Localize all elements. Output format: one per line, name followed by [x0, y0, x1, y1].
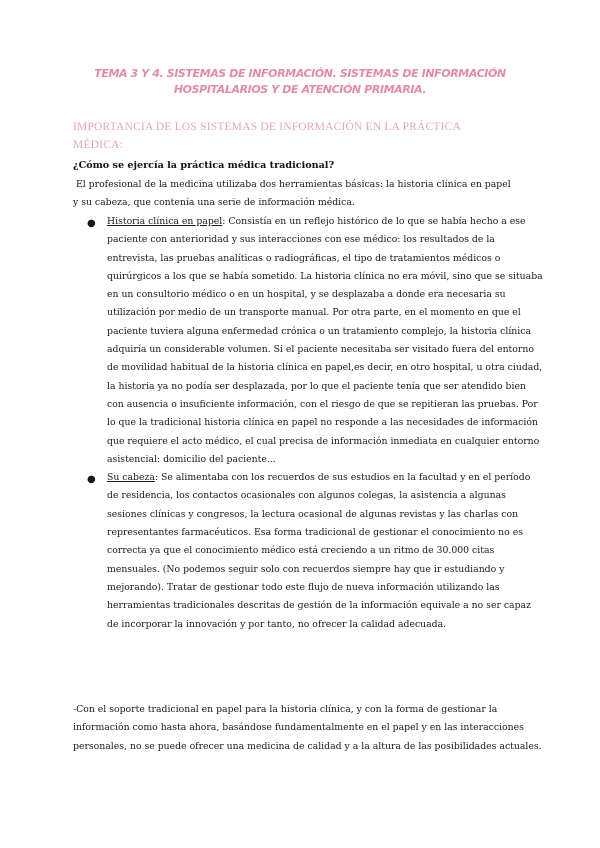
question-heading: ¿Cómo se ejercía la práctica médica tradicional?: [73, 160, 335, 171]
bullet-text: : Consistía en un reflejo histórico de lo que se había hecho a ese paciente con anterioridad y sus interacciones con ese médico: los resultados de la entrevista, las pruebas analíticas o radiográficas, el tipo de tratamientos médicos o quirúrgicos a los que se había sometido. La historia clínica no era móvil, sino que se situaba en un consultorio médico o en un hospital, y se desplazaba a donde era necesaria su utilización por medio de un transporte manual. Por otra parte, en el momento en que el paciente tuviera alguna enfermedad crónica o un tratamiento complejo, la historia clínica adquiría un considerable volumen. Si el paciente necesitaba ser visitado fuera del entorno de movilidad habitual de la historia clínica en papel,es decir, en otro hospital, u otra ciudad, la historia ya no podía ser desplazada, por lo que el paciente tenía que ser atendido bien con ausencia o insuficiente información, con el riesgo de que se repitieran las pruebas. Por lo que la tradicional historia clínica en papel no responde a las necesidades de información que requiere el acto médico, el cual precisa de información inmediata en cualquier entorno asistencial: domicilio del paciente...: [107, 216, 543, 465]
intro-line-1: El profesional de la medicina utilizaba dos herramientas básicas: la historia clínica en papel: [73, 179, 511, 190]
bullet-text: : Se alimentaba con los recuerdos de sus estudios en la facultad y en el período de residencia, los contactos ocasionales con algunos colegas, la asistencia a algunas sesiones clínicas y congresos, la lectura ocasional de algunas revistas y las charlas con representantes farmacéuticos. Esa forma tradicional de gestionar el conocimiento no es correcta ya que el conocimiento médico está creciendo a un ritmo de 30.000 citas mensuales. (No podemos seguir solo con recuerdos siempre hay que ir estudiando y mejorando). Tratar de gestionar todo este flujo de nueva información utilizando las herramientas tradicionales descritas de gestión de la información equivale a no ser capaz de incorporar la innovación y por tanto, no ofrecer la calidad adecuada.: [107, 472, 531, 630]
bullet-item-historia-clinica: [73, 213, 543, 469]
section-heading-line-1: IMPORTANCIA DE LOS SISTEMAS DE INFORMACIÓN EN LA PRÁCTICA: [73, 121, 462, 133]
section-heading: [73, 118, 533, 154]
section-heading-line-2: MÉDICA:: [73, 139, 123, 151]
bullet-icon: ●: [87, 218, 96, 229]
bullet-list: [73, 213, 543, 634]
title-line-1: TEMA 3 Y 4. SISTEMAS DE INFORMACIÓN. SISTEMAS DE INFORMACIÓN: [94, 67, 506, 80]
intro-paragraph: [73, 176, 543, 213]
bullet-icon: ●: [87, 474, 96, 486]
title-line-2: HOSPITALARIOS Y DE ATENCIÓN PRIMARIA.: [173, 83, 427, 96]
bullet-item-su-cabeza: [73, 469, 543, 634]
document-title: [60, 66, 540, 98]
intro-line-2: y su cabeza, que contenía una serie de información médica.: [73, 197, 355, 209]
bullet-term: Historia clínica en papel: [107, 216, 223, 227]
closing-paragraph: -Con el soporte tradicional en papel para la historia clínica, y con la forma de gestionar la información como hasta ahora, basándose fundamentalmente en el papel y en las interacciones personales, no se puede ofrecer una medicina de calidad y a la altura de las posibilidades actuales.: [73, 704, 542, 752]
bullet-term: Su cabeza: [107, 472, 155, 484]
